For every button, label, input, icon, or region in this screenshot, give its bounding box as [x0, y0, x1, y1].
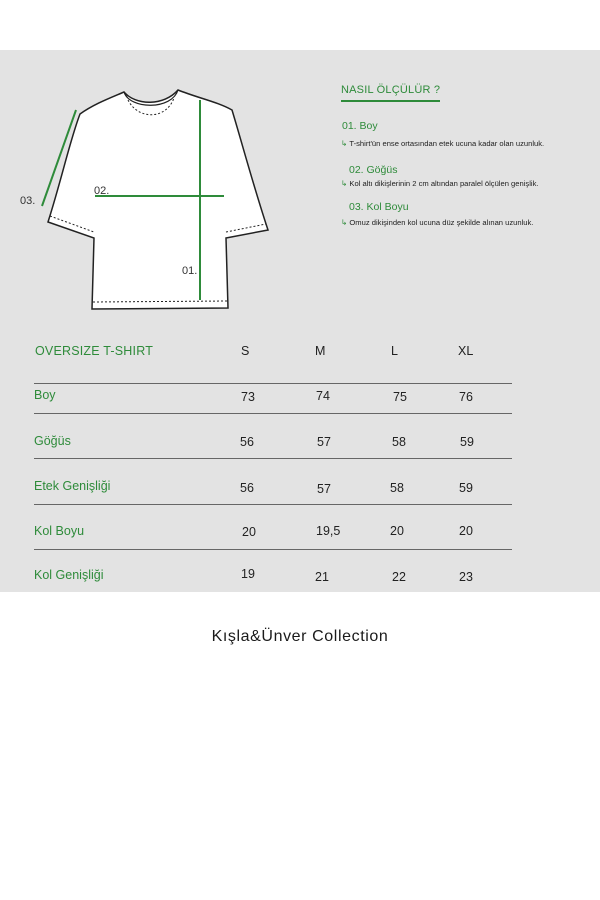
table-row	[34, 368, 512, 414]
row-label: Etek Genişliği	[34, 479, 111, 493]
measure-desc-length: ↳ T-shirt'ün ense ortasından etek ucuna kadar olan uzunluk.	[341, 139, 545, 148]
cell-l: 22	[392, 570, 406, 584]
cell-xl: 59	[459, 481, 473, 495]
cell-xl: 59	[460, 435, 474, 449]
measure-item-length: 01. Boy	[342, 120, 378, 132]
cell-l: 58	[390, 481, 404, 495]
row-label: Kol Genişliği	[34, 568, 104, 582]
tshirt-outline	[48, 90, 268, 309]
cell-s: 19	[241, 567, 255, 581]
how-to-title: NASIL ÖLÇÜLÜR ?	[341, 84, 440, 102]
table-row	[34, 459, 512, 505]
size-header-xl: XL	[458, 344, 474, 358]
chest-label: 02.	[94, 185, 110, 197]
cell-l: 20	[390, 524, 404, 538]
size-header-s: S	[241, 344, 250, 358]
table-row	[34, 549, 512, 594]
cell-m: 57	[317, 482, 331, 496]
table-row	[34, 413, 512, 459]
cell-m: 57	[317, 435, 331, 449]
sleeve-label: 03.	[20, 195, 36, 207]
cell-m: 19,5	[316, 524, 341, 538]
cell-s: 56	[240, 435, 254, 449]
row-label: Boy	[34, 388, 56, 402]
table-title: OVERSIZE T-SHIRT	[35, 344, 154, 358]
tshirt-diagram	[18, 88, 283, 313]
cell-l: 75	[393, 390, 407, 404]
cell-s: 20	[242, 525, 256, 539]
cell-xl: 76	[459, 390, 473, 404]
arrow-icon: ↳	[341, 139, 348, 148]
row-label: Göğüs	[34, 434, 71, 448]
cell-l: 58	[392, 435, 406, 449]
cell-xl: 20	[459, 524, 473, 538]
arrow-icon: ↳	[341, 179, 348, 188]
measure-item-chest: 02. Göğüs	[349, 164, 398, 176]
measure-desc-chest: ↳ Kol altı dikişlerinin 2 cm altından paralel ölçülen genişlik.	[341, 179, 539, 188]
cell-xl: 23	[459, 570, 473, 584]
cell-s: 56	[240, 481, 254, 495]
size-header-l: L	[391, 344, 398, 358]
brand-name: Kışla&Ünver Collection	[211, 628, 389, 645]
table-row	[34, 504, 512, 550]
cell-m: 21	[315, 570, 329, 584]
measure-desc-sleeve: ↳ Omuz dikişinden kol ucuna düz şekilde alınan uzunluk.	[341, 218, 534, 227]
measure-item-sleeve: 03. Kol Boyu	[349, 201, 409, 213]
size-header-m: M	[315, 344, 326, 358]
how-to-measure	[341, 80, 596, 102]
row-label: Kol Boyu	[34, 524, 85, 538]
cell-s: 73	[241, 390, 255, 404]
length-label: 01.	[182, 265, 198, 277]
arrow-icon: ↳	[341, 218, 348, 227]
cell-m: 74	[316, 389, 330, 403]
